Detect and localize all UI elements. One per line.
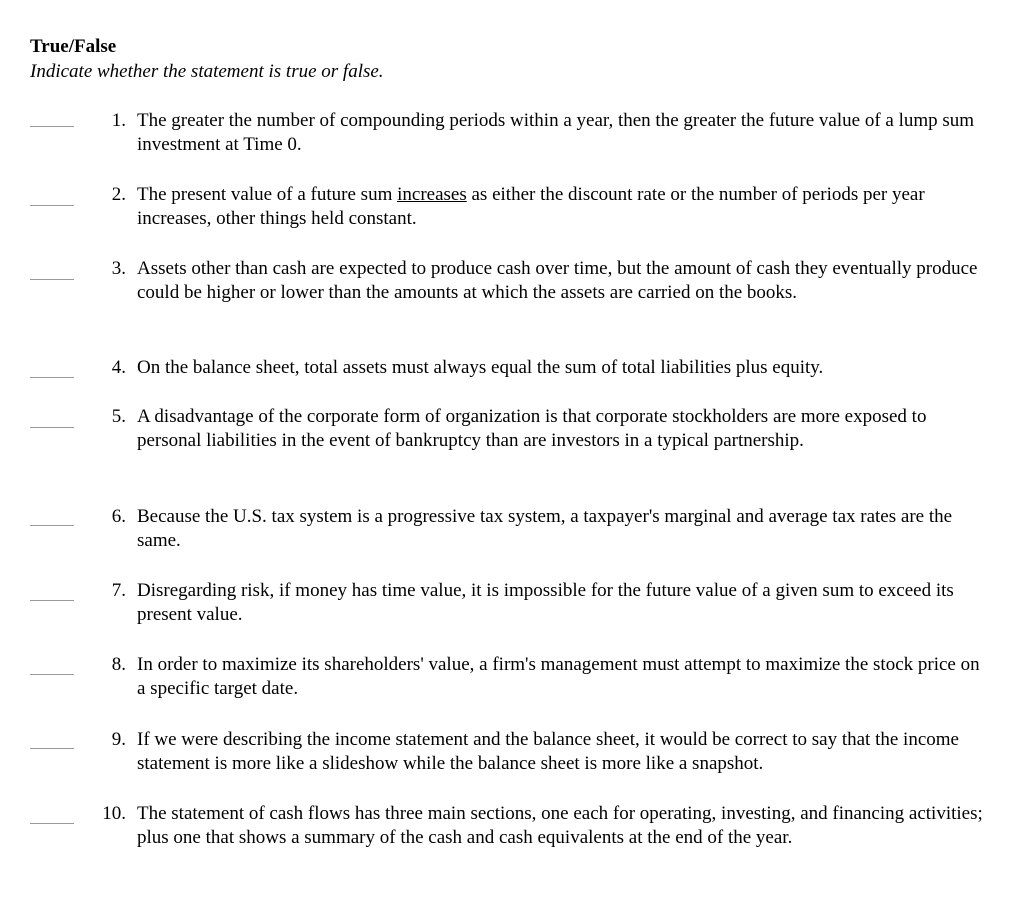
answer-blank-10[interactable] [30, 823, 74, 824]
question-number: 6. [111, 506, 126, 527]
question-number: 3. [111, 258, 126, 279]
answer-blank-2[interactable] [30, 205, 74, 206]
answer-blank-6[interactable] [30, 525, 74, 526]
question-number: 8. [111, 654, 126, 675]
question-text: Assets other than cash are expected to produce cash over time, but the amount of cash they eventually produce could be higher or lower than the amounts at which the assets are carried on the books. [137, 258, 978, 303]
question-number: 10. [102, 803, 126, 824]
answer-blank-7[interactable] [30, 600, 74, 601]
answer-blank-1[interactable] [30, 126, 74, 127]
section-title: True/False [30, 36, 117, 57]
answer-blank-8[interactable] [30, 674, 74, 675]
question-number: 5. [111, 406, 126, 427]
question-text: On the balance sheet, total assets must always equal the sum of total liabilities plus equity. [137, 357, 824, 378]
answer-blank-9[interactable] [30, 748, 74, 749]
question-text: In order to maximize its shareholders' value, a firm's management must attempt to maximize the stock price on a specific target date. [137, 654, 980, 699]
question-text: If we were describing the income statement and the balance sheet, it would be correct to say that the income statement is more like a slideshow while the balance sheet is more like a snapshot. [137, 729, 959, 774]
question-text: The greater the number of compounding periods within a year, then the greater the future value of a lump sum investment at Time 0. [137, 110, 975, 155]
question-number: 7. [111, 580, 126, 601]
underlined-term: increases [397, 184, 467, 205]
answer-blank-5[interactable] [30, 427, 74, 428]
question-text-part: as either the discount rate or the number of periods per year increases, other things held constant. [137, 184, 925, 229]
question-number: 2. [111, 184, 126, 205]
question-number: 9. [111, 729, 126, 750]
question-text: Disregarding risk, if money has time value, it is impossible for the future value of a given sum to exceed its present value. [137, 580, 954, 625]
question-text: A disadvantage of the corporate form of organization is that corporate stockholders are more exposed to personal liabilities in the event of bankruptcy than are investors in a typical partnership. [137, 406, 927, 451]
question-number: 4. [111, 357, 126, 378]
question-text: Because the U.S. tax system is a progressive tax system, a taxpayer's marginal and average tax rates are the same. [137, 506, 953, 551]
answer-blank-4[interactable] [30, 377, 74, 378]
question-number: 1. [111, 110, 126, 131]
question-text-part: The present value of a future sum [137, 184, 398, 205]
answer-blank-3[interactable] [30, 279, 74, 280]
section-instructions: Indicate whether the statement is true or false. [30, 61, 384, 82]
question-text [137, 183, 987, 231]
question-text: The statement of cash flows has three main sections, one each for operating, investing, and financing activities; plus one that shows a summary of the cash and cash equivalents at the end of the year. [137, 803, 983, 848]
